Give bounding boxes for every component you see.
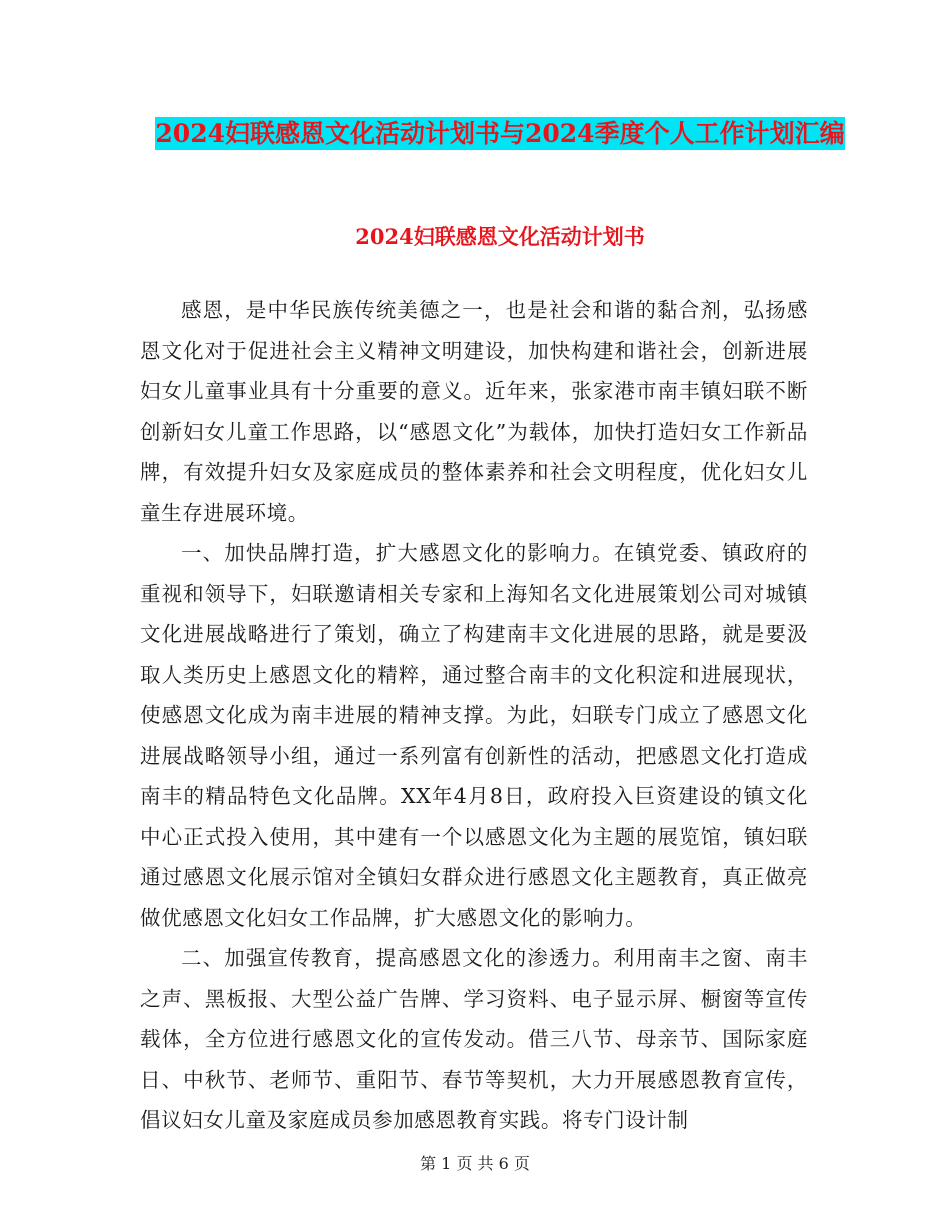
document-body [140, 290, 808, 1141]
document-title [140, 110, 860, 158]
document-title-text: 2024妇联感恩文化活动计划书与2024季度个人工作计划汇编 [155, 119, 845, 148]
body-paragraph: 二、加强宣传教育，提高感恩文化的渗透力。利用南丰之窗、南丰之声、黑板报、大型公益广告牌、学习资料、电子显示屏、橱窗等宣传载体，全方位进行感恩文化的宣传发动。借三八节、母亲节、国际家庭日、中秋节、老师节、重阳节、春节等契机，大力开展感恩教育宣传，倡议妇女儿童及家庭成员参加感恩教育实践。将专门设计制 [140, 946, 808, 1132]
body-paragraph: 一、加快品牌打造，扩大感恩文化的影响力。在镇党委、镇政府的重视和领导下，妇联邀请相关专家和上海知名文化进展策划公司对城镇文化进展战略进行了策划，确立了构建南丰文化进展的思路，就是要汲取人类历史上感恩文化的精粹，通过整合南丰的文化积淀和进展现状，使感恩文化成为南丰进展的精神支撑。为此，妇联专门成立了感恩文化进展战略领导小组，通过一系列富有创新性的活动，把感恩文化打造成南丰的精品特色文化品牌。XX年4月8日，政府投入巨资建设的镇文化中心正式投入使用，其中建有一个以感恩文化为主题的展览馆，镇妇联通过感恩文化展示馆对全镇妇女群众进行感恩文化主题教育，真正做亮做优感恩文化妇女工作品牌，扩大感恩文化的影响力。 [140, 541, 808, 930]
section-title: 2024妇联感恩文化活动计划书 [355, 224, 645, 249]
page-footer: 第 1 页 共 6 页 [420, 1154, 530, 1173]
body-paragraph: 感恩，是中华民族传统美德之一，也是社会和谐的黏合剂，弘扬感恩文化对于促进社会主义精神文明建设，加快构建和谐社会，创新进展妇女儿童事业具有十分重要的意义。近年来，张家港市南丰镇妇联不断创新妇女儿童工作思路，以“感恩文化”为载体，加快打造妇女工作新品牌，有效提升妇女及家庭成员的整体素养和社会文明程度，优化妇女儿童生存进展环境。 [140, 298, 808, 525]
